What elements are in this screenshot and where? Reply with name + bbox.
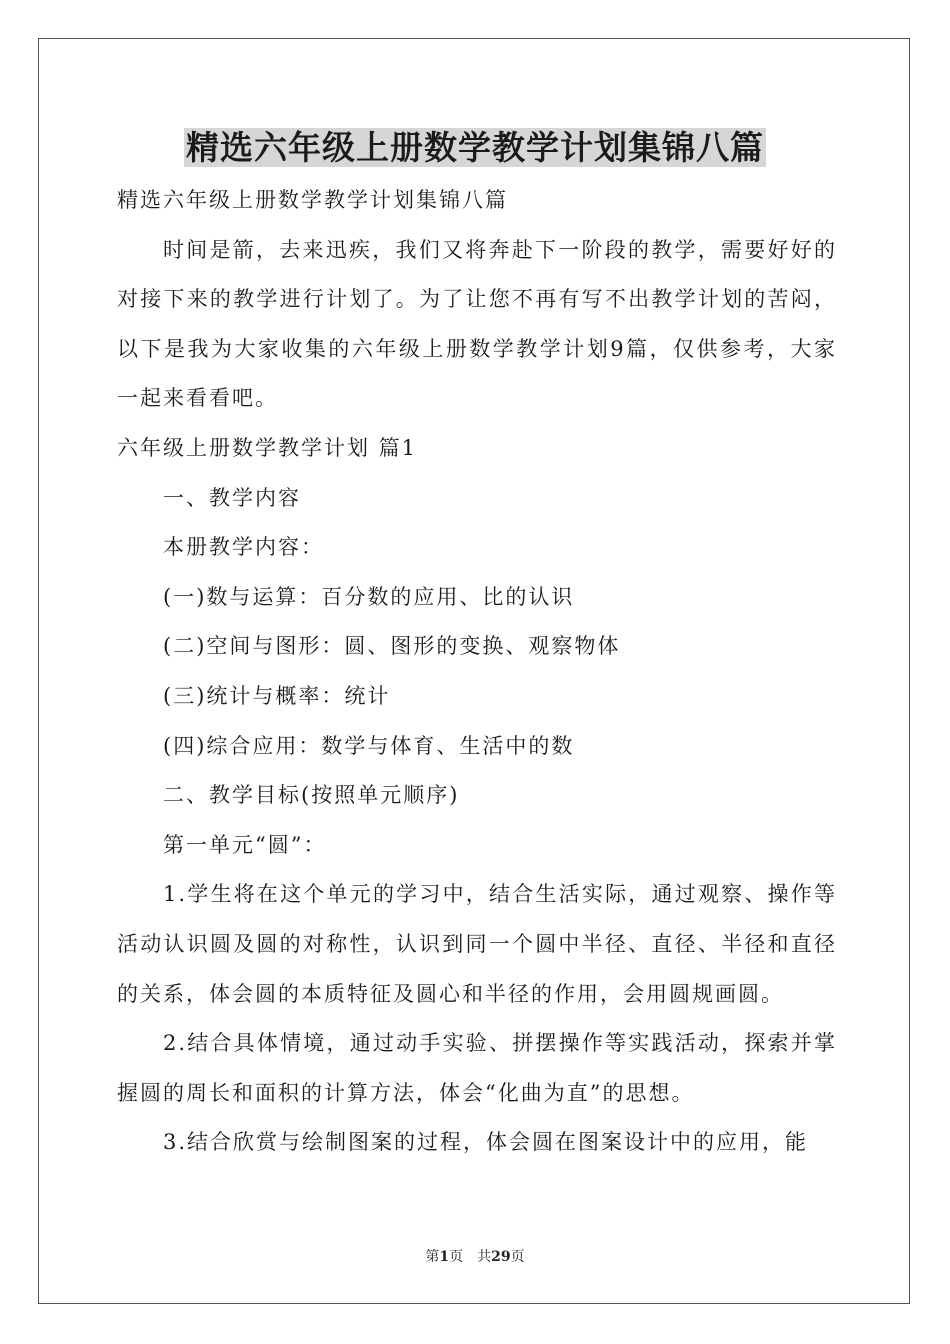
paragraph-intro: 时间是箭，去来迅疾，我们又将奔赴下一阶段的教学，需要好好的对接下来的教学进行计划了。为了让您不再有写不出教学计划的苦闷，以下是我为大家收集的六年级上册数学教学计划9篇，仅供参考，大家一起来看看吧。 — [117, 237, 837, 411]
page-footer — [0, 1246, 950, 1266]
document-title-text: 精选六年级上册数学教学计划集锦八篇 — [186, 128, 764, 167]
footer-prefix: 第 — [425, 1249, 440, 1265]
paragraph: 3.结合欣赏与绘制图案的过程，体会圆在图案设计中的应用，能 — [163, 1130, 809, 1155]
paragraph: (一)数与运算：百分数的应用、比的认识 — [163, 584, 575, 609]
paragraph: 1.学生将在这个单元的学习中，结合生活实际，通过观察、操作等活动认识圆及圆的对称性，认识到同一个圆中半径、直径、半径和直径的关系，体会圆的本质特征及圆心和半径的作用，会用圆规画圆。 — [117, 882, 837, 1006]
paragraph: (四)综合应用：数学与体育、生活中的数 — [163, 733, 575, 758]
document-title — [0, 122, 950, 174]
paragraph: (三)统计与概率：统计 — [163, 683, 391, 708]
footer-total-pages: 29 — [491, 1249, 511, 1265]
footer-suffix: 页 — [510, 1249, 525, 1265]
footer-mid: 页 共 — [449, 1249, 492, 1265]
paragraph: 第一单元“圆”： — [163, 832, 327, 857]
document-body — [117, 176, 837, 1168]
paragraph: 二、教学目标(按照单元顺序) — [163, 783, 460, 808]
document-subtitle: 精选六年级上册数学教学计划集锦八篇 — [117, 188, 508, 212]
paragraph: 2.结合具体情境，通过动手实验、拼摆操作等实践活动，探索并掌握圆的周长和面积的计算方法，体会“化曲为直”的思想。 — [117, 1031, 837, 1105]
footer-current-page: 1 — [439, 1249, 450, 1265]
paragraph: (二)空间与图形：圆、图形的变换、观察物体 — [163, 634, 621, 659]
paragraph: 一、教学内容 — [163, 485, 301, 510]
section-heading: 六年级上册数学教学计划 篇1 — [117, 435, 418, 460]
paragraph: 本册教学内容： — [163, 535, 324, 560]
